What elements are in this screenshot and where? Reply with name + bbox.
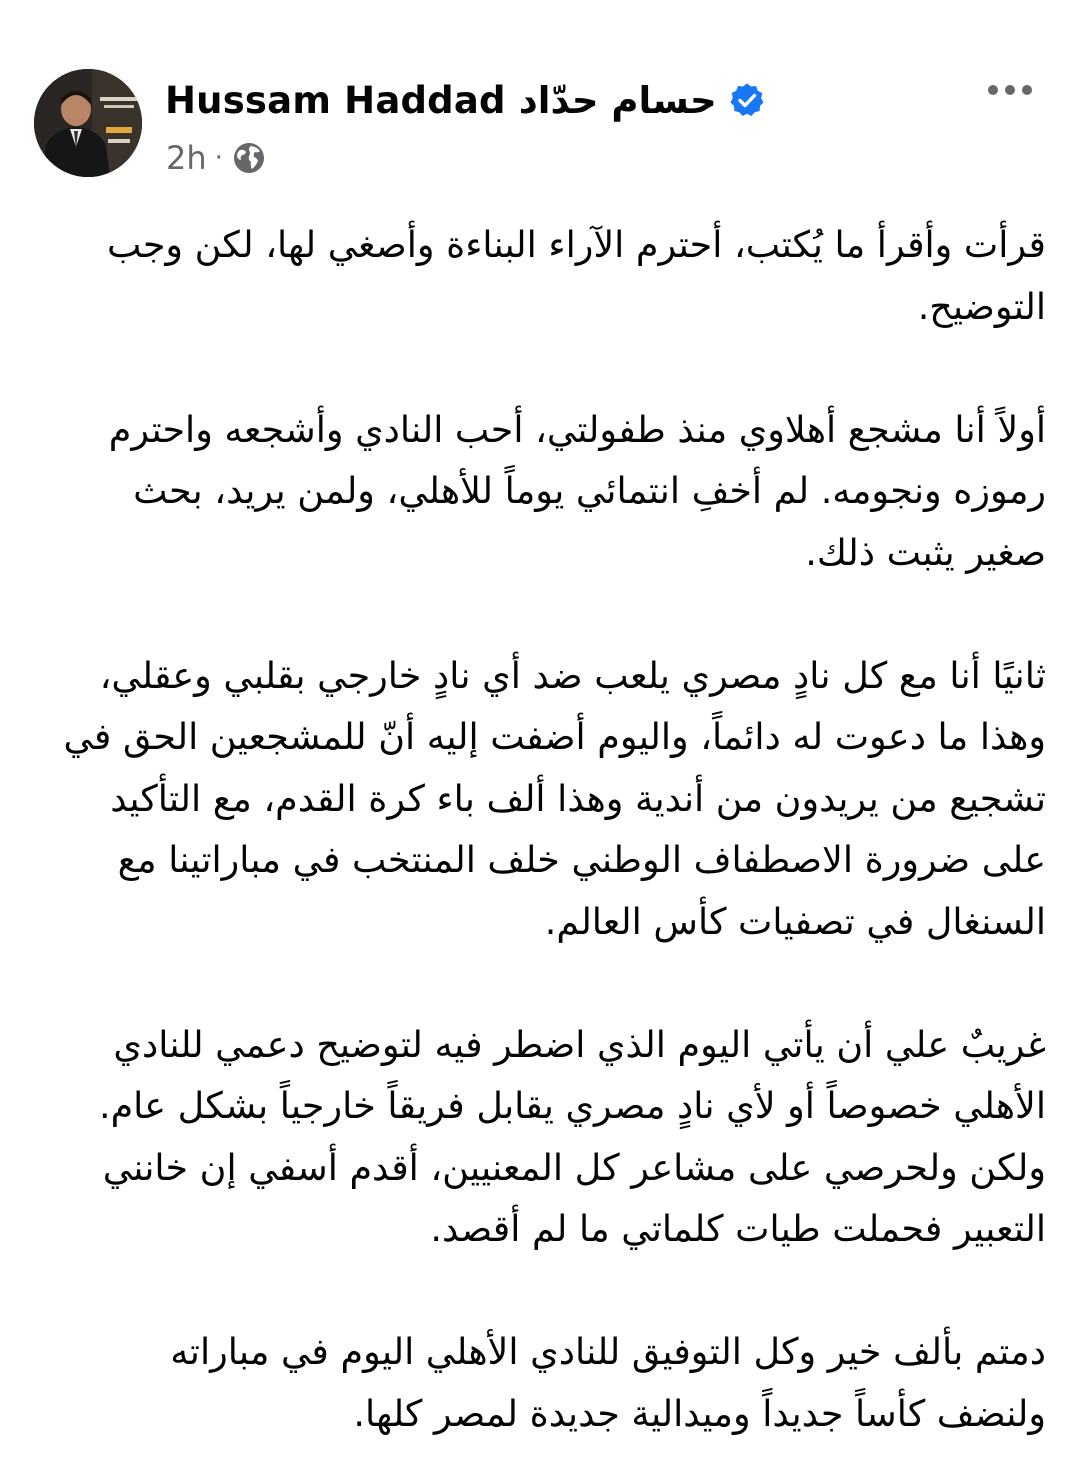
post-text-line: وهذا ما دعوت له دائماً، واليوم أضفت إليه أنّ للمشجعين الحق في bbox=[63, 715, 1046, 758]
post-paragraph bbox=[36, 399, 1046, 584]
more-options-button[interactable] bbox=[978, 70, 1042, 110]
post-text-line: قرأت وأقرأ ما يُكتب، أحترم الآراء البناءة وأصغي لها، لكن وجب bbox=[106, 223, 1046, 266]
post-text-line: تشجيع من يريدون من أندية وهذا ألف باء كرة القدم، مع التأكيد bbox=[110, 776, 1046, 820]
post-text-line: رموزه ونجومه. لم أخفِ انتمائي يوماً للأهلي، ولمن يريد، بحث bbox=[133, 469, 1046, 512]
author-avatar[interactable] bbox=[34, 69, 142, 177]
post-text-line: التعبير فحملت طيات كلماتي ما لم أقصد. bbox=[430, 1207, 1046, 1250]
post-paragraph bbox=[36, 1321, 1046, 1444]
post-text-line: ولنضف كأساً جديداً وميدالية جديدة لمصر كلها. bbox=[353, 1391, 1046, 1435]
post-text-line: دمتم بألف خير وكل التوفيق للنادي الأهلي اليوم في مباراته bbox=[170, 1330, 1046, 1373]
post-text-line: التوضيح. bbox=[917, 284, 1046, 328]
post-text-line: ولكن ولحرصي على مشاعر كل المعنيين، أقدم أسفي إن خانني bbox=[102, 1145, 1046, 1189]
globe-icon[interactable] bbox=[231, 140, 267, 176]
post-text-line: صغير يثبت ذلك. bbox=[805, 530, 1046, 574]
post-timestamp[interactable]: 2h bbox=[166, 139, 207, 177]
post-paragraph bbox=[36, 645, 1046, 953]
author-name[interactable]: Hussam Haddad حسام حدّاد bbox=[165, 78, 717, 122]
post-text-line: أولاً أنا مشجع أهلاوي منذ طفولتي، أحب النادي وأشجعه واحترم bbox=[108, 407, 1046, 451]
author-name-row bbox=[165, 72, 765, 128]
more-options-icon bbox=[988, 85, 998, 95]
post-text-line: غريبٌ علي أن يأتي اليوم الذي اضطر فيه لتوضيح دعمي للنادي bbox=[113, 1022, 1046, 1066]
post-text-line: على ضرورة الاصطفاف الوطني خلف المنتخب في مباراتينا مع bbox=[117, 838, 1046, 881]
more-options-icon bbox=[1005, 85, 1015, 95]
more-options-icon bbox=[1022, 85, 1032, 95]
post-meta bbox=[166, 136, 267, 180]
post-paragraph bbox=[36, 1014, 1046, 1260]
verified-badge-icon bbox=[729, 82, 765, 118]
post-header bbox=[0, 0, 1080, 200]
post-paragraph bbox=[36, 214, 1046, 337]
post-text-line: الأهلي خصوصاً أو لأي نادٍ مصري يقابل فريقاً خارجياً بشكل عام. bbox=[98, 1084, 1046, 1127]
post-text-line: ثانيًا أنا مع كل نادٍ مصري يلعب ضد أي نادٍ خارجي بقلبي وعقلي، bbox=[99, 653, 1046, 697]
profile-photo-icon bbox=[34, 69, 142, 177]
meta-separator: · bbox=[214, 143, 223, 173]
post-text-line: السنغال في تصفيات كأس العالم. bbox=[544, 899, 1046, 943]
post-text bbox=[36, 214, 1046, 1444]
